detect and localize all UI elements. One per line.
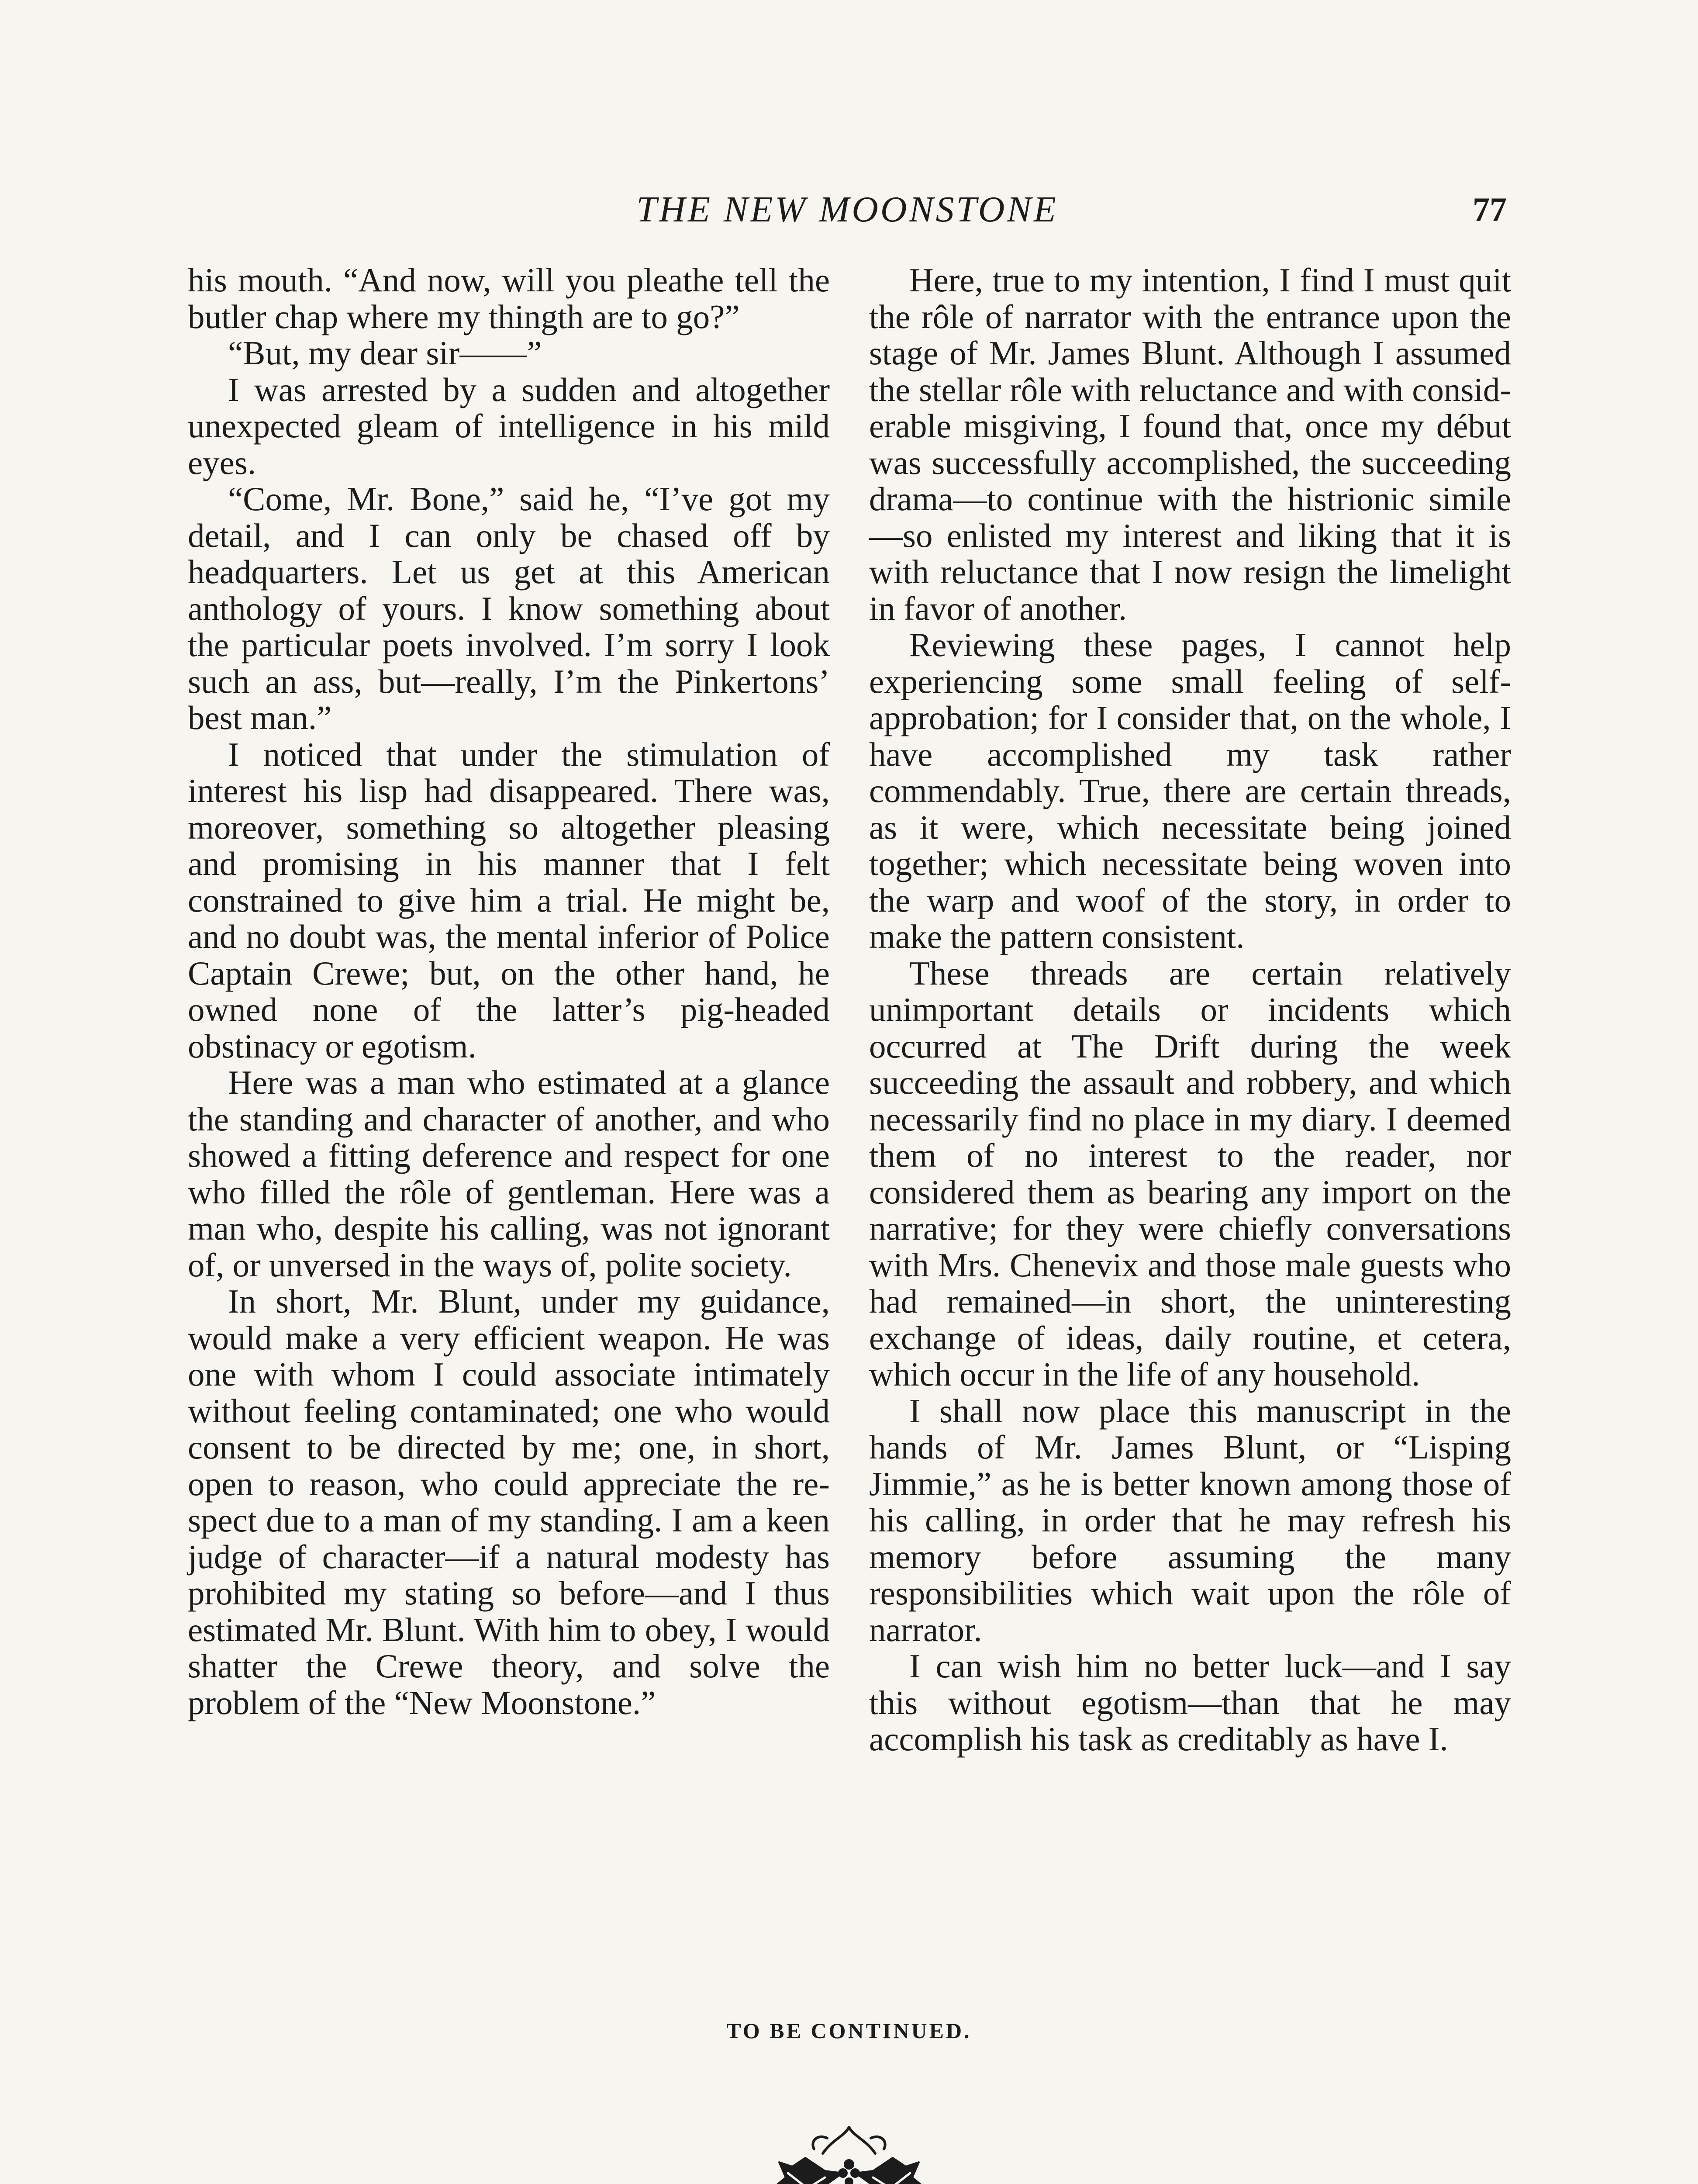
paragraph: Here was a man who estimated at a glance the standing and character of another, and who showed a fitting deference and respect for one who filled the rôle of gentleman. Here was a man who, despite his calling, was not ignorant of, or unversed in the ways of, polite society. xyxy=(188,1064,830,1284)
paragraph: “Come, Mr. Bone,” said he, “I’ve got my detail, and I can only be chased off by headquarters. Let us get at this American anthology of yours. I know something about the particular poets involved. I’m sorry I look such an ass, but—really, I’m the Pinkertons’ best man.” xyxy=(188,480,830,736)
grape-leaf-ornament-icon xyxy=(762,2123,936,2184)
paragraph: These threads are certain relatively unimportant details or incidents which occurred at The Drift during the week succeeding the assault and robbery, and which necessarily find no place in my diary. I deemed them of no interest to the reader, nor considered them as bearing any import on the narrative; for they were chiefly conversations with Mrs. Chenevix and those male guests who had remained—in short, the uninteresting exchange of ideas, daily routine, et cetera, which occur in the life of any household. xyxy=(869,954,1511,1393)
left-column xyxy=(188,262,830,1721)
right-column xyxy=(869,262,1511,1758)
running-header xyxy=(188,186,1507,234)
paragraph: I was arrested by a sudden and altogether unexpected gleam of intelligence in his mild eyes. xyxy=(188,370,830,481)
paragraph: his mouth. “And now, will you pleathe tell the butler chap where my thingth are to go?” xyxy=(188,261,830,335)
paragraph: I shall now place this manuscript in the hands of Mr. James Blunt, or “Lisping Jimmie,” as he is better known among those of his calling, in order that he may refresh his memory before assuming the many responsibilities which wait upon the rôle of narrator. xyxy=(869,1392,1511,1648)
page-number: 77 xyxy=(1473,190,1507,228)
paragraph: In short, Mr. Blunt, under my guidance, would make a very efficient weapon. He was one with whom I could associate intimately without feeling contaminated; one who would consent to be directed by me; one, in short, open to reason, who could appreciate the respect due to a man of my standing. I am a keen judge of character—if a natural modesty has prohibited my stating so before—and I thus estimated Mr. Blunt. With him to obey, I would shatter the Crewe theory, and solve the problem of the “New Moonstone.” xyxy=(188,1282,830,1721)
paragraph: I can wish him no better luck—and I say this without egotism—than that he may accomplish his task as creditably as have I. xyxy=(869,1647,1511,1758)
paragraph: Reviewing these pages, I cannot help experiencing some small feeling of self-approbation; for I consider that, on the whole, I have accomplished my task rather commendably. True, there are certain threads, as it were, which necessitate being joined together; which necessitate being woven into the warp and woof of the story, in order to make the pattern consistent. xyxy=(869,626,1511,955)
running-title: THE NEW MOONSTONE xyxy=(636,189,1058,230)
paragraph: Here, true to my intention, I find I must quit the rôle of narrator with the entrance upon the stage of Mr. James Blunt. Although I assumed the stellar rôle with reluctance and with considerable misgiving, I found that, once my début was successfully accomplished, the succeeding drama—to continue with the histrionic simile—so enlisted my interest and liking that it is with reluctance that I now resign the limelight in favor of another. xyxy=(869,261,1511,627)
paragraph: “But, my dear sir——” xyxy=(228,334,542,372)
to-be-continued-note: TO BE CONTINUED. xyxy=(726,2018,972,2043)
paragraph: I noticed that under the stimulation of interest his lisp had disappeared. There was, moreover, something so altogether pleasing and promising in his manner that I felt constrained to give him a trial. He might be, and no doubt was, the mental inferior of Police Captain Crewe; but, on the other hand, he owned none of the latter’s pig-headed obstinacy or egotism. xyxy=(188,735,830,1065)
